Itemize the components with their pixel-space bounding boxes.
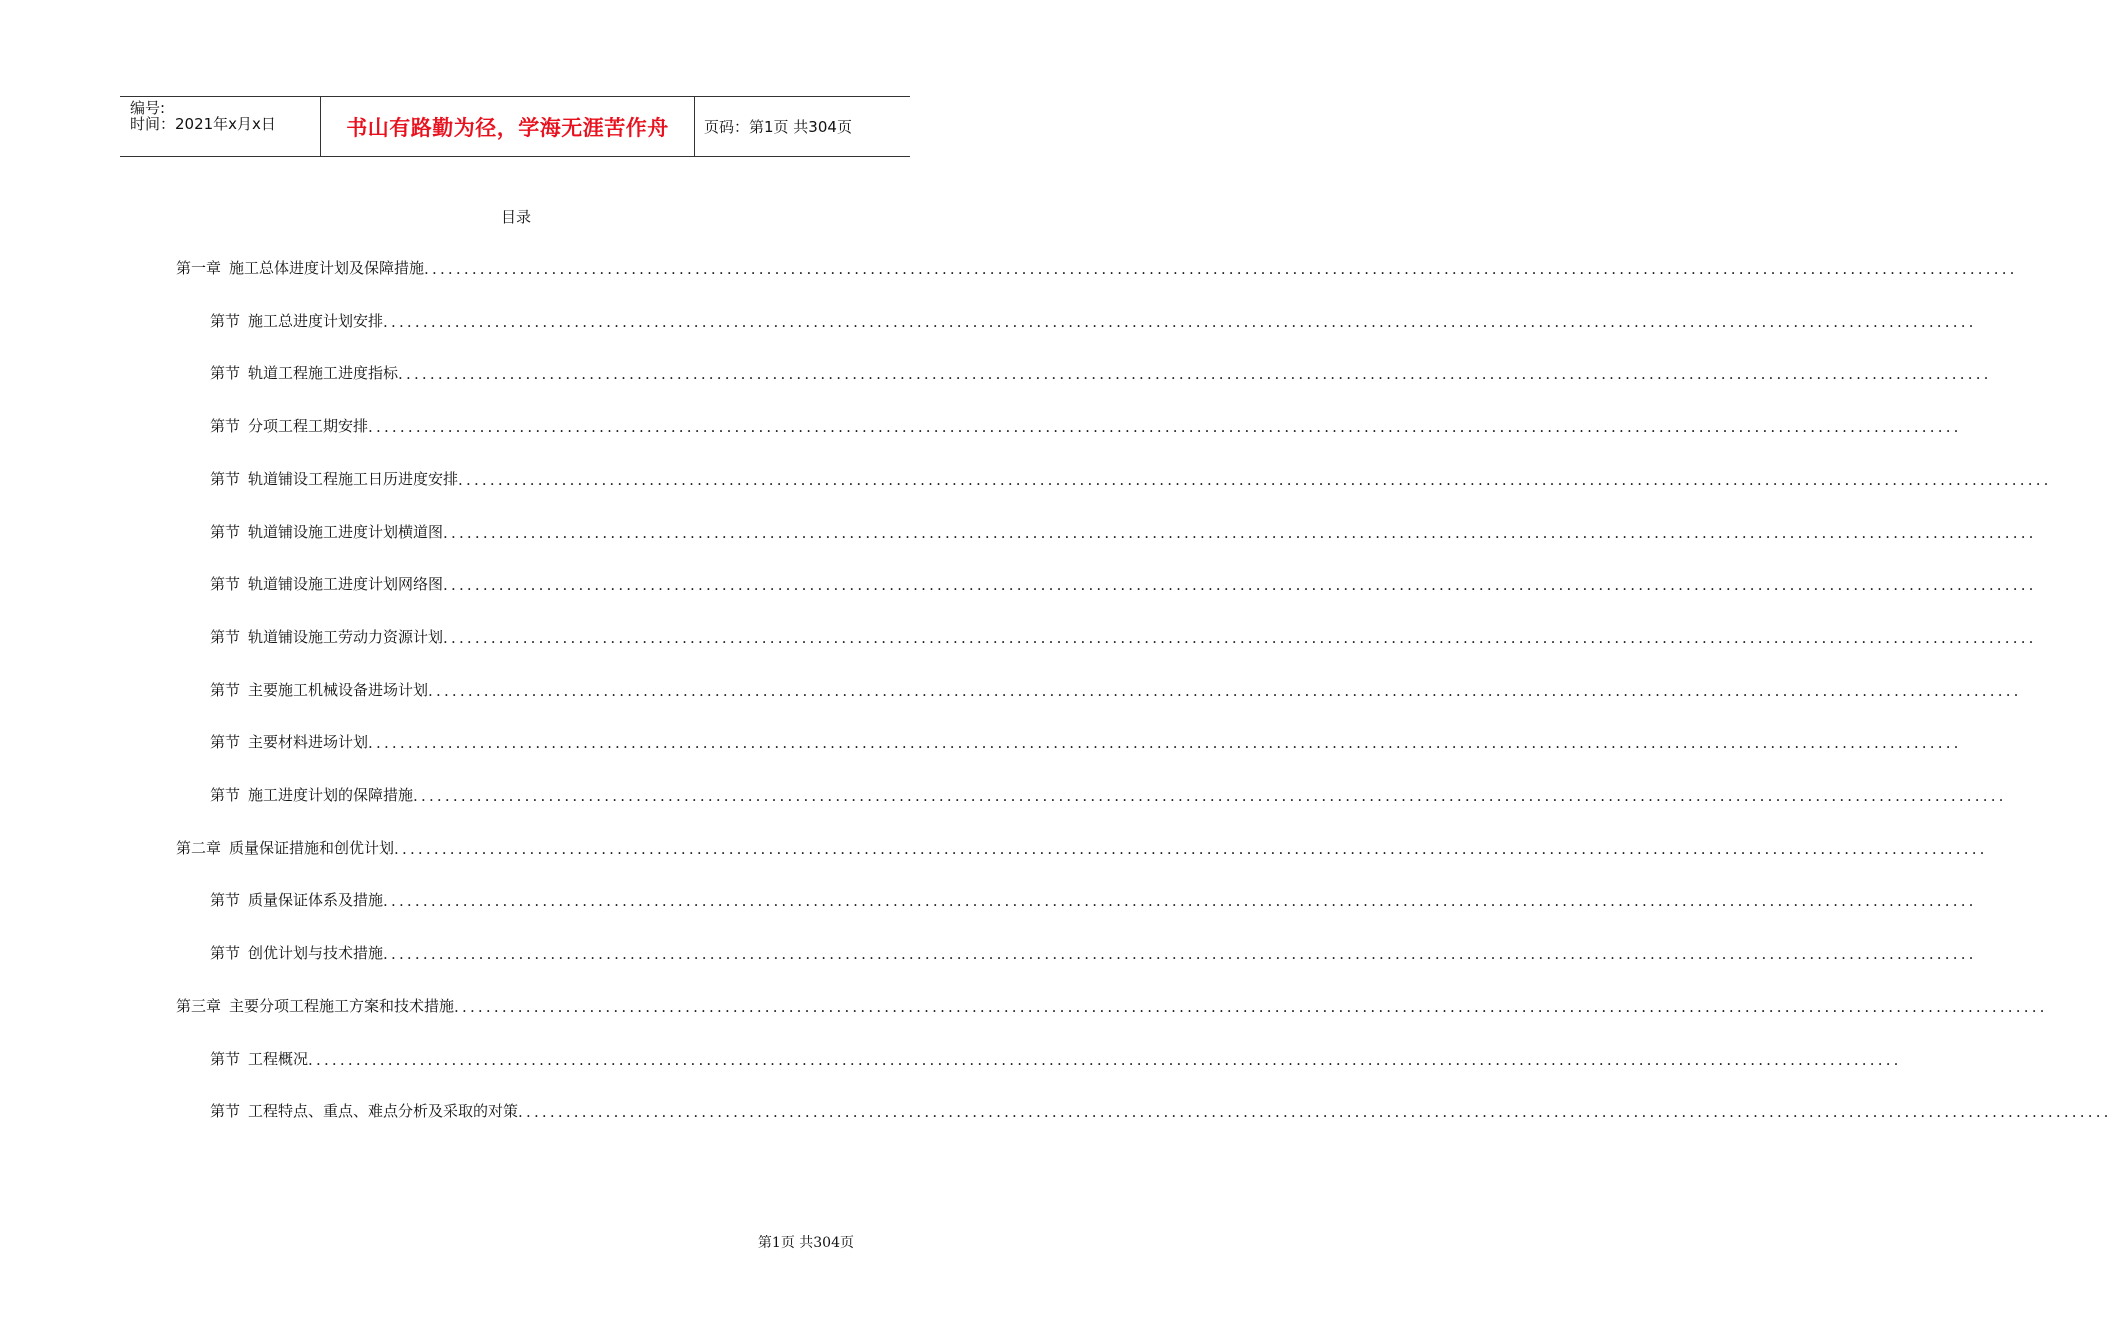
toc-entry-chapter[interactable] [176,256,2018,278]
toc-entry-title: 主要施工机械设备进场计划 [248,680,429,699]
toc-dot-leader: ........................................................................................................................................................................................................ [454,997,2048,1016]
toc-entry-section[interactable] [210,361,1992,384]
toc-entry-section[interactable] [210,572,2037,595]
toc-entry-prefix: 第节 [210,1102,241,1121]
toc-entry-section[interactable] [210,414,1962,437]
toc-entry-section[interactable] [210,730,1962,753]
toc-entry-title: 轨道铺设施工进度计划网络图 [248,575,444,594]
toc-entry-section[interactable] [210,309,1977,331]
toc-entry-title: 施工总体进度计划及保障措施 [229,259,425,277]
toc-dot-leader: ........................................................................................................................................................................................................ [458,470,2052,489]
toc-entry-section[interactable] [210,1099,2112,1122]
toc-dot-leader: ........................................................................................................................................................................................................ [518,1103,2112,1122]
toc-entry-title: 施工进度计划的保障措施 [248,786,414,804]
toc-entry-text [210,362,398,383]
toc-dot-leader: ........................................................................................................................................................................................................ [443,576,2037,595]
toc-dot-leader: ........................................................................................................................................................................................................ [394,839,1988,858]
toc-entry-title: 工程概况 [248,1049,309,1068]
toc-entry-title: 施工总进度计划安排 [248,311,384,330]
header-page-info: 页码：第1页 共304页 [704,118,852,136]
toc-entry-text [210,1048,308,1069]
document-header-table [120,96,910,157]
header-motto: 书山有路勤为径，学海无涯苦作舟 [321,97,695,156]
toc-entry-prefix: 第节 [210,891,241,910]
toc-entry-prefix: 第节 [210,417,241,436]
toc-entry-text [210,521,443,542]
toc-entry-text [176,837,394,858]
toc-entry-section[interactable] [210,941,1977,964]
toc-dot-leader: ........................................................................................................................................................................................................ [383,945,1977,964]
toc-entry-section[interactable] [210,888,1977,911]
toc-entry-title: 主要分项工程施工方案和技术措施 [229,996,455,1015]
document-time-label: 时间：2021年x月x日 [130,115,276,133]
toc-entry-title: 轨道铺设工程施工日历进度安排 [248,469,459,488]
toc-entry-text [210,889,383,910]
toc-entry-text [210,415,368,436]
toc-entry-title: 质量保证体系及措施 [248,891,384,910]
toc-entry-title: 分项工程工期安排 [248,417,369,436]
toc-entry-prefix: 第节 [210,522,241,541]
toc-entry-title: 轨道铺设施工进度计划横道图 [248,522,444,541]
toc-entry-prefix: 第节 [210,944,241,963]
toc-entry-prefix: 第一章 [176,259,222,277]
toc-entry-prefix: 第节 [210,1049,241,1068]
toc-entry-text [210,573,443,594]
toc-dot-leader: ........................................................................................................................................................................................................ [398,365,1992,384]
toc-entry-title: 轨道铺设施工劳动力资源计划 [248,627,444,646]
toc-entry-text [210,784,413,805]
toc-dot-leader: ........................................................................................................................................................................................................ [383,312,1977,331]
toc-entry-section[interactable] [210,678,2022,700]
toc-entry-text [210,679,428,700]
toc-entry-prefix: 第节 [210,786,241,804]
toc-entry-text [176,995,454,1016]
toc-dot-leader: ........................................................................................................................................................................................................ [428,681,2022,700]
toc-entry-text [210,942,383,963]
toc-entry-section[interactable] [210,625,2037,647]
toc-dot-leader: ........................................................................................................................................................................................................ [443,628,2037,647]
toc-entry-prefix: 第节 [210,364,241,383]
toc-entry-prefix: 第节 [210,311,241,330]
toc-entry-prefix: 第节 [210,680,241,699]
toc-dot-leader: ........................................................................................................................................................................................................ [368,418,1962,437]
toc-entry-title: 质量保证措施和创优计划 [229,838,395,857]
toc-dot-leader: ........................................................................................................................................................................................................ [368,734,1962,753]
toc-dot-leader: ........................................................................................................................................................................................................ [383,892,1977,911]
toc-entry-text [210,468,458,489]
toc-entry-prefix: 第三章 [176,996,222,1015]
toc-entry-title: 主要材料进场计划 [248,733,369,752]
toc-entry-text [176,257,424,278]
toc-entry-title: 工程特点、重点、难点分析及采取的对策 [248,1102,519,1121]
toc-entry-section[interactable] [210,467,2052,489]
toc-entry-prefix: 第节 [210,733,241,752]
toc-entry-text [210,731,368,752]
toc-entry-section[interactable] [210,1047,1902,1069]
toc-dot-leader: ........................................................................................................................................................................................................ [308,1050,1902,1069]
toc-entry-prefix: 第节 [210,575,241,594]
header-meta-cell [120,97,321,156]
toc-entry-prefix: 第二章 [176,838,222,857]
toc-dot-leader: ........................................................................................................................................................................................................ [424,260,2018,278]
toc-entry-text [210,1100,518,1121]
toc-dot-leader: ........................................................................................................................................................................................................ [443,523,2037,542]
page-footer: 第1页 共304页 [757,1235,854,1251]
toc-entry-prefix: 第节 [210,469,241,488]
toc-entry-section[interactable] [210,520,2037,542]
document-code-label: 编号: [130,99,166,117]
toc-entry-text [210,310,383,331]
toc-dot-leader: ........................................................................................................................................................................................................ [413,787,2007,805]
toc-entry-title: 轨道工程施工进度指标 [248,364,399,383]
toc-title: 目录 [500,208,531,226]
toc-entry-section[interactable] [210,783,2007,805]
toc-entry-chapter[interactable] [176,994,2048,1016]
toc-entry-title: 创优计划与技术措施 [248,944,384,963]
toc-entry-text [210,626,443,647]
toc-entry-prefix: 第节 [210,627,241,646]
toc-entry-chapter[interactable] [176,836,1988,858]
